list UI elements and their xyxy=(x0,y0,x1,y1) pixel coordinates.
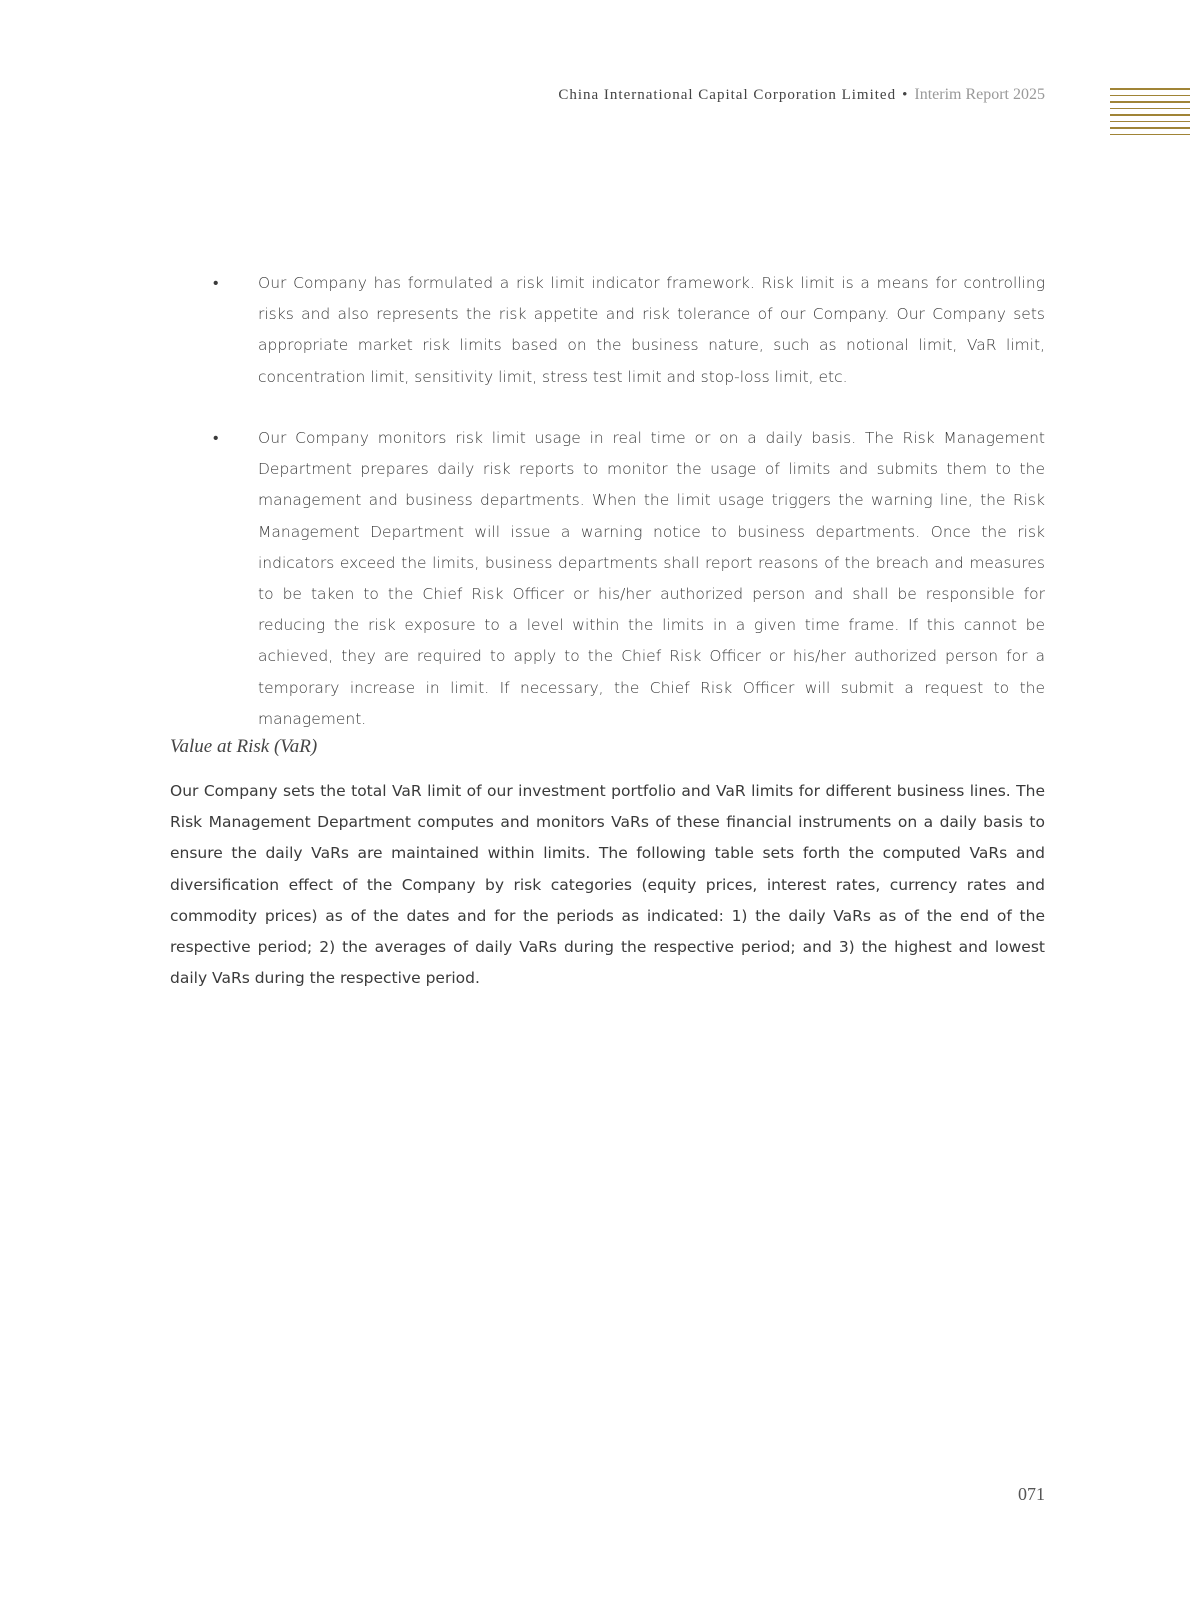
company-name: China International Capital Corporation Limited xyxy=(558,87,897,103)
bullet-text: Our Company has formulated a risk limit indicator framework. Risk limit is a means for controlling risks and also represents the risk appetite and risk tolerance of our Company. Our Company sets appropriate market risk limits based on the business nature, such as notional limit, VaR limit, concentration limit, sensitivity limit, stress test limit and stop-loss limit, etc. xyxy=(258,274,1045,386)
bullet-item xyxy=(213,268,1045,393)
page-number: 071 xyxy=(1018,1484,1045,1504)
running-header xyxy=(558,86,1045,104)
bullet-text: Our Company monitors risk limit usage in real time or on a daily basis. The Risk Management Department prepares daily risk reports to monitor the usage of limits and submits them to the management and business departments. When the limit usage triggers the warning line, the Risk Management Department will issue a warning notice to business departments. Once the risk indicators exceed the limits, business departments shall report reasons of the breach and measures to be taken to the Chief Risk Officer or his/her authorized person and shall be responsible for reducing the risk exposure to a level within the limits in a given time frame. If this cannot be achieved, they are required to apply to the Chief Risk Officer or his/her authorized person for a temporary increase in limit. If necessary, the Chief Risk Officer will submit a request to the management. xyxy=(258,429,1045,728)
decorative-stripes xyxy=(1110,88,1190,140)
bullet-icon: • xyxy=(213,429,219,447)
bullet-item xyxy=(213,423,1045,735)
report-title: Interim Report 2025 xyxy=(914,86,1045,103)
separator: • xyxy=(902,87,909,103)
bullet-icon: • xyxy=(213,274,219,292)
section-paragraph: Our Company sets the total VaR limit of our investment portfolio and VaR limits for different business lines. The Risk Management Department computes and monitors VaRs of these financial instruments on a daily basis to ensure the daily VaRs are maintained within limits. The following table sets forth the computed VaRs and diversification effect of the Company by risk categories (equity prices, interest rates, currency rates and commodity prices) as of the dates and for the periods as indicated: 1) the daily VaRs as of the end of the respective period; 2) the averages of daily VaRs during the respective period; and 3) the highest and lowest daily VaRs during the respective period. xyxy=(170,782,1045,988)
section-heading: Value at Risk (VaR) xyxy=(170,736,318,757)
